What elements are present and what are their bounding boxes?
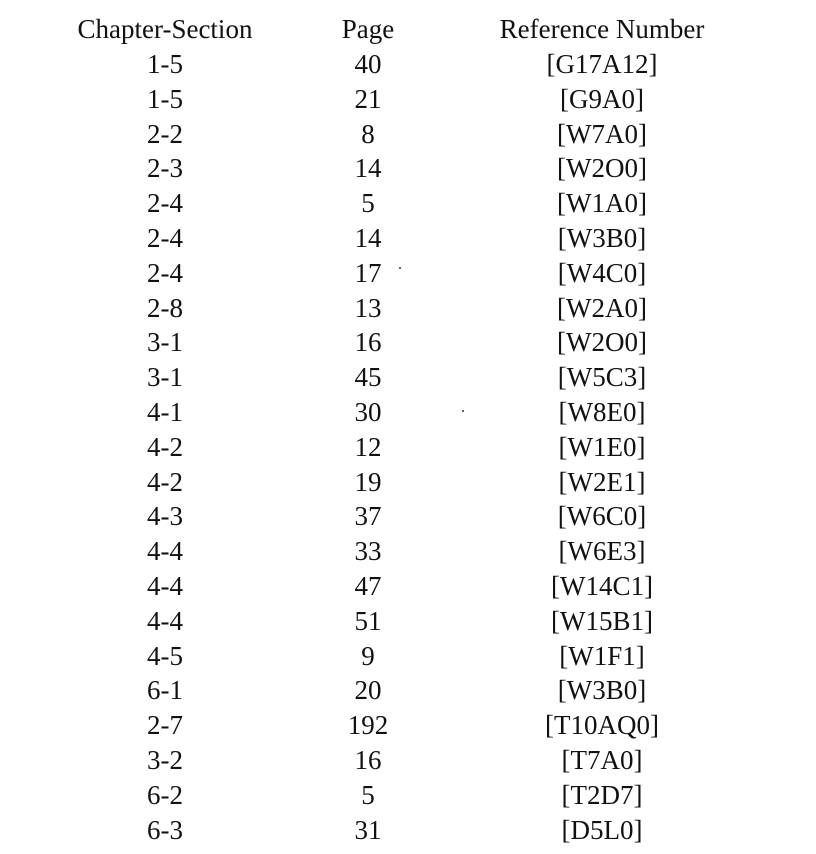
table-row [0, 47, 816, 81]
page-cell: 33 [354, 536, 382, 566]
table-row [0, 151, 816, 185]
table-row [0, 430, 816, 464]
table-row [0, 813, 816, 847]
chapter-section-cell: 4-5 [147, 641, 183, 671]
table-row [0, 395, 816, 429]
reference-number-cell: [W2O0] [557, 153, 647, 183]
page-cell: 19 [354, 467, 382, 497]
chapter-section-cell: 4-1 [147, 397, 183, 427]
table-row [0, 569, 816, 603]
table-row [0, 673, 816, 707]
table-row [0, 604, 816, 638]
reference-number-cell: [W2A0] [557, 293, 647, 323]
chapter-section-cell: 1-5 [147, 49, 183, 79]
chapter-section-cell: 4-2 [147, 432, 183, 462]
table-row [0, 534, 816, 568]
reference-number-cell: [W15B1] [551, 606, 653, 636]
chapter-section-cell: 6-2 [147, 780, 183, 810]
scan-speck [462, 410, 464, 412]
chapter-section-cell: 2-4 [147, 223, 183, 253]
table-row [0, 360, 816, 394]
chapter-section-cell: 6-1 [147, 675, 183, 705]
page-cell: 8 [361, 119, 375, 149]
chapter-section-cell: 2-2 [147, 119, 183, 149]
table-row [0, 499, 816, 533]
reference-number-cell: [W2O0] [557, 327, 647, 357]
reference-number-cell: [W7A0] [557, 119, 647, 149]
reference-number-cell: [W1E0] [558, 432, 646, 462]
page-cell: 30 [354, 397, 382, 427]
chapter-section-cell: 2-8 [147, 293, 183, 323]
page-cell: 16 [354, 327, 382, 357]
chapter-section-cell: 3-1 [147, 362, 183, 392]
chapter-section-cell: 2-7 [147, 710, 183, 740]
page-cell: 16 [354, 745, 382, 775]
reference-number-cell: [W6C0] [557, 501, 647, 531]
reference-number-cell: [T7A0] [561, 745, 643, 775]
page-cell: 192 [347, 710, 389, 740]
reference-number-cell: [W5C3] [557, 362, 647, 392]
reference-number-cell: [G9A0] [560, 84, 644, 114]
chapter-section-cell: 6-3 [147, 815, 183, 845]
table-row [0, 256, 816, 290]
page-cell: 40 [354, 49, 382, 79]
chapter-section-cell: 2-4 [147, 188, 183, 218]
header-reference-number: Reference Number [499, 14, 705, 44]
table-header-row [0, 12, 816, 46]
reference-number-cell: [W6E3] [558, 536, 646, 566]
table-row [0, 325, 816, 359]
page-cell: 17 [354, 258, 382, 288]
page-cell: 13 [354, 293, 382, 323]
chapter-section-cell: 3-2 [147, 745, 183, 775]
chapter-section-cell: 4-4 [147, 536, 183, 566]
page-cell: 51 [354, 606, 382, 636]
page-cell: 45 [354, 362, 382, 392]
chapter-section-cell: 4-2 [147, 467, 183, 497]
reference-number-cell: [W3B0] [557, 675, 647, 705]
page-cell: 14 [354, 223, 382, 253]
chapter-section-cell: 4-3 [147, 501, 183, 531]
reference-number-cell: [T10AQ0] [545, 710, 659, 740]
table-row [0, 186, 816, 220]
page-cell: 37 [354, 501, 382, 531]
reference-number-cell: [W8E0] [558, 397, 646, 427]
table-row [0, 221, 816, 255]
page-cell: 20 [354, 675, 382, 705]
table-row [0, 291, 816, 325]
reference-number-cell: [G17A12] [546, 49, 658, 79]
table-row [0, 743, 816, 777]
chapter-section-cell: 2-3 [147, 153, 183, 183]
reference-number-cell: [W4C0] [557, 258, 647, 288]
reference-number-cell: [W1A0] [557, 188, 647, 218]
table-row [0, 465, 816, 499]
reference-number-cell: [W3B0] [557, 223, 647, 253]
page-cell: 5 [361, 780, 375, 810]
reference-number-cell: [D5L0] [561, 815, 643, 845]
chapter-section-cell: 1-5 [147, 84, 183, 114]
chapter-section-cell: 4-4 [147, 606, 183, 636]
page-cell: 21 [354, 84, 382, 114]
header-page: Page [341, 14, 395, 44]
reference-number-cell: [W1F1] [559, 641, 645, 671]
page-cell: 12 [354, 432, 382, 462]
table-row [0, 117, 816, 151]
page-cell: 31 [354, 815, 382, 845]
reference-number-cell: [T2D7] [561, 780, 643, 810]
table-row [0, 639, 816, 673]
table-row [0, 778, 816, 812]
page-cell: 14 [354, 153, 382, 183]
chapter-section-cell: 2-4 [147, 258, 183, 288]
reference-number-cell: [W2E1] [558, 467, 646, 497]
reference-number-cell: [W14C1] [551, 571, 653, 601]
page-cell: 47 [354, 571, 382, 601]
scan-speck [399, 267, 401, 269]
page-cell: 5 [361, 188, 375, 218]
table-row [0, 708, 816, 742]
chapter-section-cell: 3-1 [147, 327, 183, 357]
page-cell: 9 [361, 641, 375, 671]
header-chapter-section: Chapter-Section [77, 14, 253, 44]
chapter-section-cell: 4-4 [147, 571, 183, 601]
table-row [0, 82, 816, 116]
